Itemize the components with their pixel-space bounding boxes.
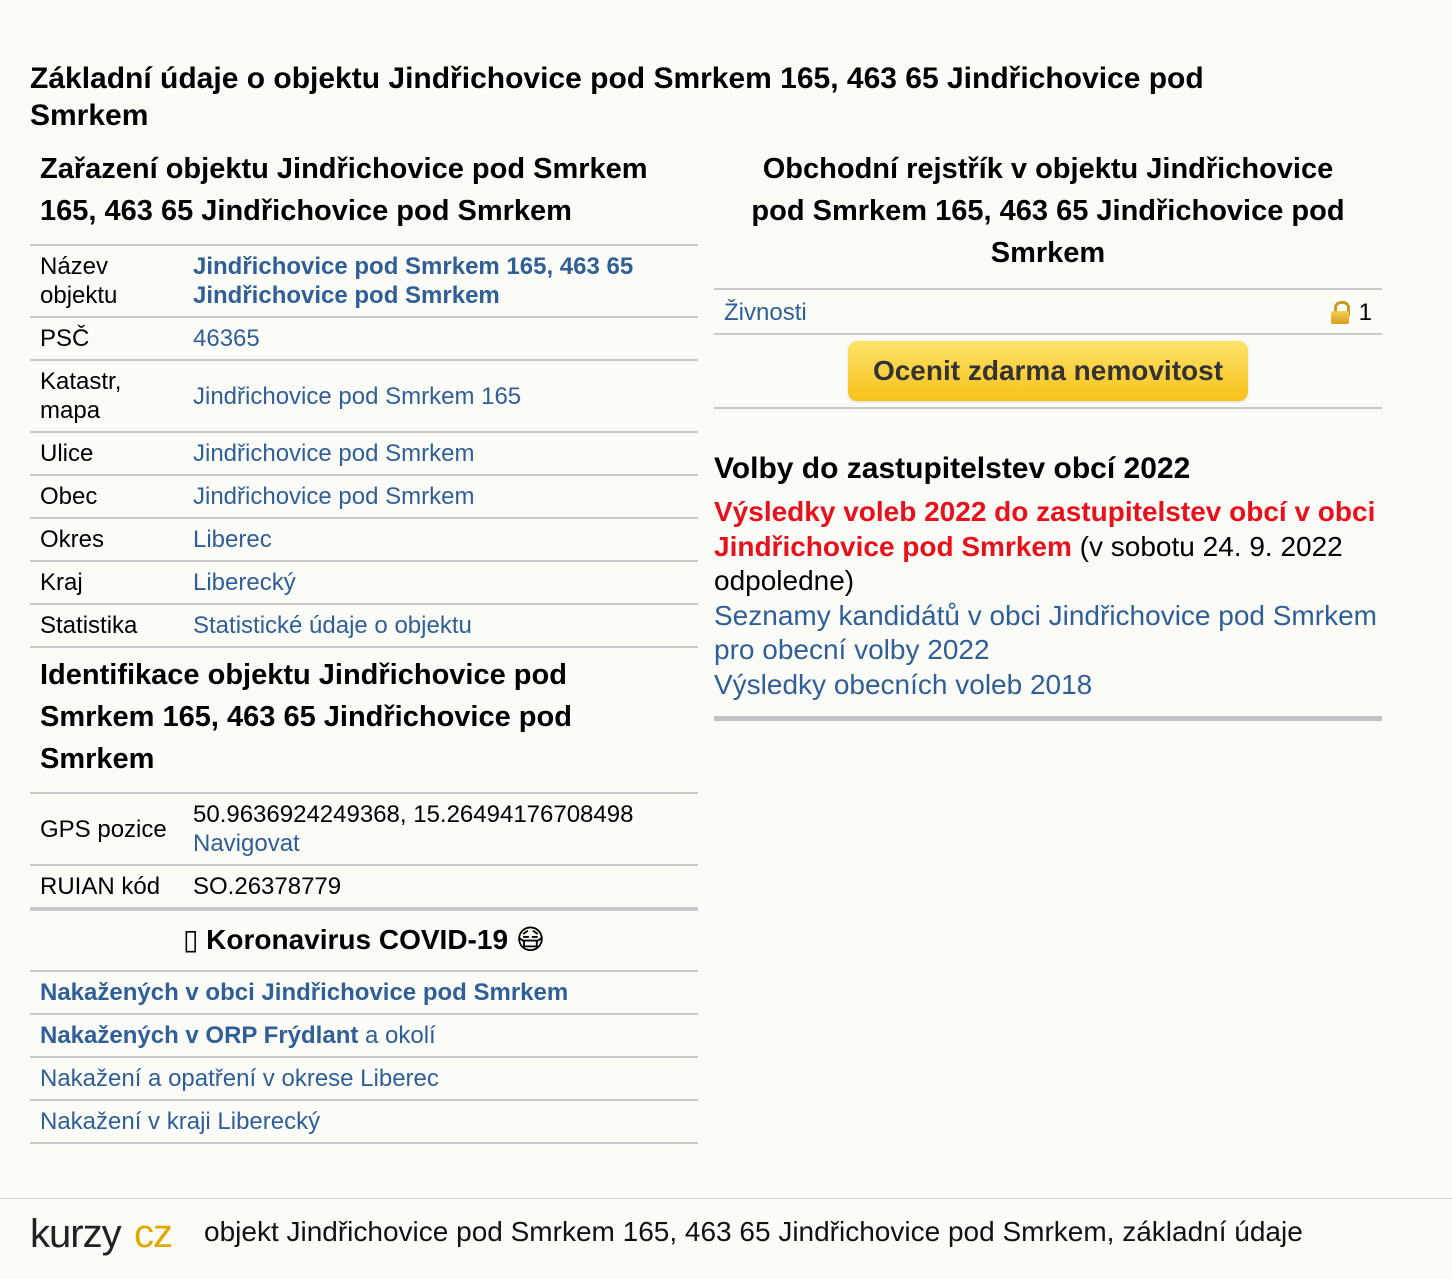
candidates-link[interactable]: Seznamy kandidátů v obci Jindřichovice pod Smrkem pro obecní volby 2022	[714, 599, 1377, 665]
object-name-link[interactable]: Jindřichovice pod Smrkem 165, 463 65 Jindřichovice pod Smrkem	[193, 253, 634, 309]
covid-kraj-link[interactable]: Nakažení v kraji Liberecký	[40, 1108, 321, 1135]
page-title: Základní údaje o objektu Jindřichovice pod Smrkem 165, 463 65 Jindřichovice pod Smrkem	[30, 62, 1204, 132]
covid-heading	[30, 909, 698, 970]
svg-text:cz: cz	[134, 1212, 172, 1256]
divider	[714, 716, 1382, 721]
obchodni-heading: Obchodní rejstřík v objektu Jindřichovice pod Smrkem 165, 463 65 Jindřichovice pod Smrkem	[751, 153, 1345, 269]
ruian-value: SO.26378779	[183, 865, 698, 908]
covid-heading-text: Koronavirus COVID-19	[206, 924, 509, 955]
face-mask-icon: 😷	[515, 924, 546, 955]
gps-value: 50.9636924249368, 15.26494176708498	[193, 801, 634, 828]
kraj-link[interactable]: Liberecký	[193, 569, 296, 596]
volby-links-paragraph	[714, 599, 1382, 703]
gps-label: GPS pozice	[30, 793, 183, 865]
identifikace-table	[30, 792, 698, 909]
kurzycz-logo[interactable]	[30, 1211, 190, 1257]
obec-link[interactable]: Jindřichovice pod Smrkem	[193, 483, 475, 510]
zivnosti-count-wrap	[1331, 298, 1372, 327]
row-label: Název objektu	[30, 245, 183, 317]
row-label: Kraj	[30, 561, 183, 604]
table-row	[30, 245, 698, 317]
katastr-link[interactable]: Jindřichovice pod Smrkem 165	[193, 382, 522, 410]
identifikace-heading: Identifikace objektu Jindřichovice pod Smrkem 165, 463 65 Jindřichovice pod Smrkem	[40, 659, 572, 775]
placeholder-glyph-icon: ▯	[182, 924, 199, 955]
row-label: PSČ	[30, 317, 183, 360]
psc-link[interactable]: 46365	[193, 325, 260, 352]
volby-results-note: (v sobotu 24. 9. 2022 odpoledne)	[714, 530, 1343, 596]
results-2018-link[interactable]: Výsledky obecních voleb 2018	[714, 668, 1093, 700]
row-label: Statistika	[30, 604, 183, 647]
covid-orp-link[interactable]: Nakažených v ORP Frýdlant a okolí	[40, 1022, 436, 1049]
table-row	[30, 475, 698, 518]
table-row	[30, 561, 698, 604]
row-label: Obec	[30, 475, 183, 518]
zivnosti-link[interactable]: Živnosti	[724, 299, 807, 326]
volby-results-link[interactable]: Výsledky voleb 2022 do zastupitelstev obcí v obci Jindřichovice pod Smrkem	[714, 496, 1376, 562]
list-item	[30, 1013, 698, 1056]
cta-wrap	[714, 335, 1382, 409]
table-row	[30, 865, 698, 908]
table-row	[30, 793, 698, 865]
row-label: Okres	[30, 518, 183, 561]
list-item	[30, 970, 698, 1013]
okres-link[interactable]: Liberec	[193, 526, 272, 553]
zivnosti-row	[714, 288, 1382, 335]
row-label: Katastr, mapa	[30, 360, 183, 432]
list-item	[30, 1099, 698, 1144]
statistika-link[interactable]: Statistické údaje o objektu	[193, 612, 472, 639]
volby-heading: Volby do zastupitelstev obcí 2022	[714, 452, 1191, 485]
table-row	[30, 432, 698, 475]
left-column	[30, 146, 698, 1144]
zivnosti-count: 1	[1358, 299, 1372, 326]
covid-obec-link[interactable]: Nakažených v obci Jindřichovice pod Smrkem	[40, 979, 569, 1006]
ulice-link[interactable]: Jindřichovice pod Smrkem	[193, 440, 475, 467]
table-row	[30, 360, 698, 432]
volby-results-paragraph	[714, 495, 1382, 599]
ocenit-button[interactable]: Ocenit zdarma nemovitost	[848, 341, 1248, 401]
row-label: Ulice	[30, 432, 183, 475]
svg-text:kurzy: kurzy	[30, 1212, 121, 1256]
ruian-label: RUIAN kód	[30, 865, 183, 908]
covid-links	[30, 970, 698, 1144]
covid-okres-link[interactable]: Nakažení a opatření v okrese Liberec	[40, 1065, 439, 1092]
list-item	[30, 1056, 698, 1099]
zarazeni-table	[30, 244, 698, 648]
navigate-link[interactable]: Navigovat	[193, 830, 300, 857]
table-row	[30, 317, 698, 360]
footer-text: objekt Jindřichovice pod Smrkem 165, 463 65 Jindřichovice pod Smrkem, základní údaje	[204, 1216, 1303, 1247]
zarazeni-heading: Zařazení objektu Jindřichovice pod Smrkem 165, 463 65 Jindřichovice pod Smrkem	[40, 153, 648, 227]
table-row	[30, 604, 698, 647]
table-row	[30, 518, 698, 561]
right-column	[714, 146, 1382, 721]
footer	[0, 1198, 1452, 1279]
lock-icon	[1331, 301, 1349, 323]
